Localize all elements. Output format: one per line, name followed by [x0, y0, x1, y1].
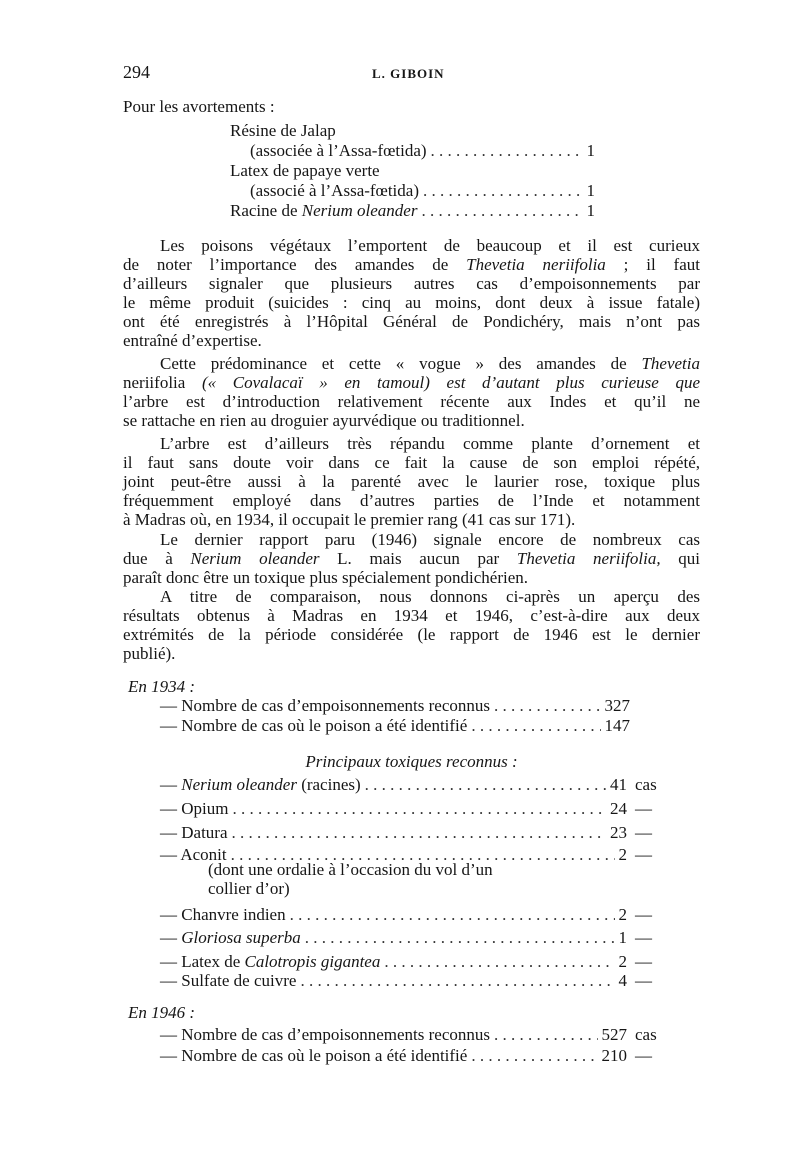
italic-text: Thevetia neriifolia, — [516, 549, 661, 568]
toxic-unit: — — [635, 952, 652, 971]
text: se rattache en rien au droguier ayurvédique ou traditionnel. — [123, 411, 525, 430]
toxic-name: Datura — [181, 823, 228, 842]
paragraph-4 — [123, 530, 700, 587]
toxic-unit: — — [635, 905, 652, 924]
paragraph-1 — [123, 236, 700, 350]
abortion-item-1-count: 1 — [586, 141, 595, 160]
paragraph-line — [123, 549, 700, 568]
toxic-count: 24 — [610, 799, 627, 818]
toxic-name: Latex de — [181, 952, 245, 971]
stat-1934-identified — [160, 716, 630, 735]
paragraph-line — [123, 354, 700, 373]
paragraph-line — [123, 255, 700, 274]
paragraph-3 — [123, 434, 700, 529]
leader-dots — [494, 1025, 598, 1044]
toxic-name: — — [160, 845, 181, 864]
leader-dots — [232, 823, 606, 842]
text: due à — [123, 549, 191, 568]
text: fréquemment employé dans d’autres parties de l’Inde et notamment — [123, 491, 700, 510]
toxic-row — [160, 775, 667, 794]
toxic-count: 2 — [618, 952, 627, 971]
leader-dots — [421, 201, 582, 220]
italic-text: Thevetia — [641, 354, 700, 373]
stat-value: 210 — [601, 1046, 627, 1065]
abortion-item-3 — [230, 201, 595, 220]
toxic-name-italic: Nerium oleander — [181, 775, 297, 794]
toxic-count: 1 — [618, 928, 627, 947]
leader-dots — [365, 775, 606, 794]
toxic-name: — — [160, 905, 182, 924]
text: L’arbre est d’ailleurs très répandu comme plante d’ornement et — [160, 434, 700, 453]
section-1946-heading: En 1946 : — [128, 1003, 196, 1022]
text: le même produit (suicides : cinq au moins, dont deux à issue fatale) — [123, 293, 700, 312]
toxic-unit: — — [635, 845, 652, 864]
stat-value: 327 — [604, 696, 630, 715]
stat-label: — Nombre de cas où le poison a été identifié — [160, 1046, 468, 1065]
italic-text: (« Covalacaï » en tamoul) est d’autant plus curieuse que — [185, 373, 700, 392]
paragraph-line — [123, 491, 700, 510]
leader-dots — [290, 905, 615, 924]
stat-label: — Nombre de cas d’empoisonnements reconnus — [160, 696, 490, 715]
abortion-item-1 — [250, 141, 595, 160]
page-number: 294 — [123, 62, 150, 82]
paragraph-line — [123, 331, 700, 350]
leader-dots — [384, 952, 614, 971]
aconit-note-line1: (dont une ordalie à l’occasion du vol d’un — [208, 860, 493, 879]
text: il faut sans doute voir dans ce fait la cause de son emploi répété, — [123, 453, 700, 472]
paragraph-line — [123, 625, 700, 644]
toxic-row — [160, 952, 667, 971]
text: ont été enregistrés à l’Hôpital Général de Pondichéry, mais n’ont pas — [123, 312, 700, 331]
paragraph-line — [123, 274, 700, 293]
paragraph-line — [123, 453, 700, 472]
text: entraîné d’expertise. — [123, 331, 262, 350]
stat-label: — Nombre de cas où le poison a été identifié — [160, 716, 468, 735]
text: d’ailleurs signaler que plusieurs autres cas d’empoisonnements par — [123, 274, 700, 293]
abortion-item-3-italic: Nerium oleander — [301, 201, 418, 220]
paragraph-line — [123, 236, 700, 255]
toxics-heading: Principaux toxiques reconnus : — [305, 752, 518, 771]
leader-dots — [232, 799, 606, 818]
paragraph-line — [123, 293, 700, 312]
leader-dots — [305, 928, 615, 947]
toxic-label — [160, 799, 228, 818]
abortion-item-2 — [250, 181, 595, 200]
toxic-row — [160, 905, 667, 924]
stat-1946-recognized — [160, 1025, 667, 1044]
text: Cette prédominance et cette « vogue » des amandes de — [160, 354, 642, 373]
abortion-item-1-line1: Résine de Jalap — [230, 121, 336, 140]
toxic-count: 2 — [618, 845, 627, 864]
text: publié). — [123, 644, 176, 663]
paragraph-2 — [123, 354, 700, 430]
toxic-name: — — [160, 952, 182, 971]
text: l’arbre est d’introduction relativement récente aux Indes et qu’il ne — [123, 392, 700, 411]
toxic-unit: cas — [635, 775, 657, 794]
text: A titre de comparaison, nous donnons ci-après un aperçu des — [160, 587, 700, 606]
toxic-name: Chanvre indien — [181, 905, 286, 924]
toxic-label — [160, 775, 361, 794]
abortion-item-3-count: 1 — [586, 201, 595, 220]
paragraph-line — [123, 568, 700, 587]
toxic-name: — — [160, 775, 182, 794]
abortions-title: Pour les avortements : — [123, 97, 275, 116]
paragraph-line — [123, 392, 700, 411]
text: qui — [660, 549, 700, 568]
leader-dots — [494, 696, 601, 715]
toxic-unit: — — [635, 823, 652, 842]
text: neriifolia — [123, 373, 186, 392]
text: L. mais aucun par — [319, 549, 517, 568]
paragraph-5 — [123, 587, 700, 663]
text: résultats obtenus à Madras en 1934 et 1946, c’est-à-dire aux deux — [123, 606, 700, 625]
toxic-unit: — — [635, 971, 652, 990]
toxic-label — [160, 952, 380, 971]
toxic-name-italic: Calotropis gigantea — [244, 952, 381, 971]
italic-text: Nerium oleander — [190, 549, 320, 568]
stat-value: 527 — [601, 1025, 627, 1044]
toxic-name: — — [160, 971, 182, 990]
toxic-count: 23 — [610, 823, 627, 842]
paragraph-line — [123, 606, 700, 625]
toxic-label — [160, 905, 286, 924]
text: extrémités de la période considérée (le rapport de 1946 est le dernier — [123, 625, 700, 644]
toxic-name: — — [160, 799, 182, 818]
toxic-name: — — [160, 823, 182, 842]
running-head-author: L. GIBOIN — [372, 66, 445, 81]
toxic-count: 2 — [618, 905, 627, 924]
abortion-item-3-prefix: Racine de — [230, 201, 302, 220]
leader-dots — [431, 141, 583, 160]
toxic-unit: — — [635, 799, 652, 818]
stat-label: — Nombre de cas d’empoisonnements reconnus — [160, 1025, 490, 1044]
leader-dots — [300, 971, 614, 990]
aconit-note-line2: collier d’or) — [208, 879, 290, 898]
toxic-name: (racines) — [296, 775, 361, 794]
abortion-item-3-label — [230, 201, 417, 220]
paragraph-line — [123, 530, 700, 549]
toxic-row — [160, 971, 667, 990]
stat-unit: cas — [635, 1025, 657, 1044]
leader-dots — [471, 1046, 597, 1065]
toxic-name: Opium — [181, 799, 229, 818]
paragraph-line — [123, 644, 700, 663]
toxic-name: Sulfate de cuivre — [181, 971, 297, 990]
text: paraît donc être un toxique plus spécialement pondichérien. — [123, 568, 529, 587]
paragraph-line — [123, 434, 700, 453]
toxic-label — [160, 928, 301, 947]
paragraph-line — [123, 373, 700, 392]
toxic-row — [160, 823, 667, 842]
text: de noter l’importance des amandes de — [123, 255, 467, 274]
stat-unit: — — [635, 1046, 652, 1065]
abortion-item-2-line1: Latex de papaye verte — [230, 161, 380, 180]
toxic-count: 41 — [610, 775, 627, 794]
toxic-label — [160, 971, 296, 990]
toxic-label — [160, 823, 228, 842]
section-1934-heading: En 1934 : — [128, 677, 196, 696]
toxic-unit: — — [635, 928, 652, 947]
stat-1946-identified — [160, 1046, 667, 1065]
paragraph-line — [123, 472, 700, 491]
leader-dots — [423, 181, 583, 200]
toxic-row — [160, 928, 667, 947]
toxic-name: Aconit — [180, 845, 227, 864]
text: Le dernier rapport paru (1946) signale encore de nombreux cas — [160, 530, 700, 549]
text: joint peut-être aussi à la parenté avec le laurier rose, toxique plus — [123, 472, 700, 491]
abortion-item-2-line2: (associé à l’Assa-fœtida) — [250, 181, 419, 200]
toxic-name-italic: Gloriosa superba — [181, 928, 301, 947]
abortion-item-1-line2: (associée à l’Assa-fœtida) — [250, 141, 427, 160]
italic-text: Thevetia neriifolia — [466, 255, 606, 274]
paragraph-line — [123, 411, 700, 430]
toxic-row — [160, 799, 667, 818]
paragraph-line — [123, 587, 700, 606]
leader-dots — [471, 716, 600, 735]
paragraph-line — [123, 510, 700, 529]
abortion-item-2-count: 1 — [586, 181, 595, 200]
text: ; il faut — [605, 255, 700, 274]
toxic-name: — — [160, 928, 182, 947]
stat-1934-recognized — [160, 696, 630, 715]
text: Les poisons végétaux l’emportent de beaucoup et il est curieux — [160, 236, 700, 255]
stat-value: 147 — [604, 716, 630, 735]
text: à Madras où, en 1934, il occupait le premier rang (41 cas sur 171). — [123, 510, 576, 529]
toxic-count: 4 — [618, 971, 627, 990]
paragraph-line — [123, 312, 700, 331]
